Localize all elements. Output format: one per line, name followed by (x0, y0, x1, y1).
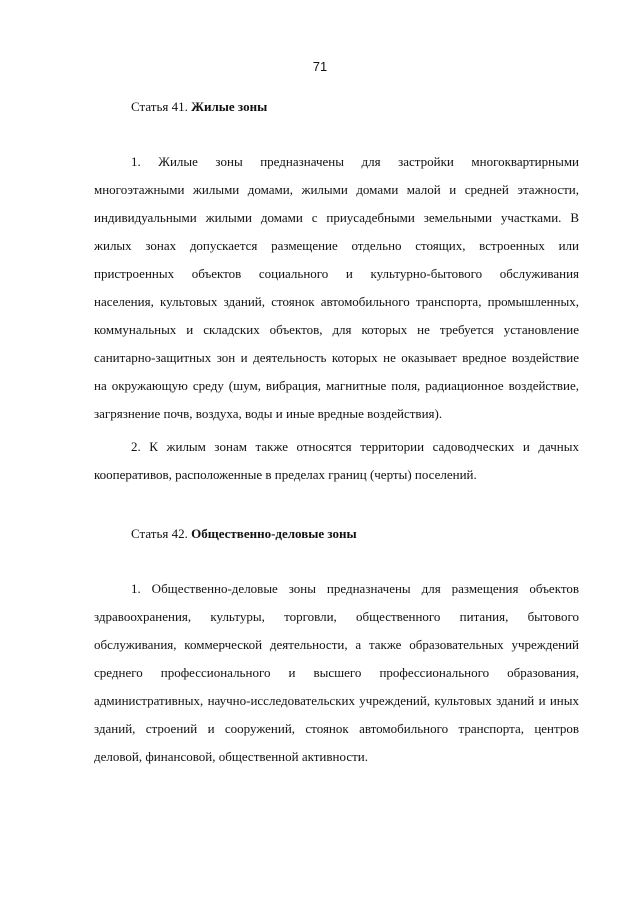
article-41-heading (131, 97, 267, 117)
article-41-p1-line: 1. Жилые зоны предназначены для застройки многоквартирными (131, 154, 579, 169)
article-41-p1-line: загрязнение почв, воздуха, воды и иные вредные воздействия). (94, 406, 443, 421)
page-number: 71 (312, 59, 328, 74)
article-41-p1-line: пристроенных объектов социального и культурно-бытового обслуживания (94, 266, 579, 281)
article-41-p1-line: жилых зонах допускается размещение отдельно стоящих, встроенных или (94, 238, 579, 253)
article-41-p1-line: населения, культовых зданий, стоянок автомобильного транспорта, промышленных, (94, 294, 579, 309)
article-41-p1-line: многоэтажными жилыми домами, жилыми домами малой и средней этажности, (94, 182, 579, 197)
article-41-p2-line: кооперативов, расположенные в пределах границ (черты) поселений. (94, 467, 477, 482)
article-41-p2-line: 2. К жилым зонам также относятся территории садоводческих и дачных (131, 439, 579, 454)
article-41-prefix: Статья 41. (131, 99, 188, 114)
article-42-p1-line: зданий, строений и сооружений, стоянок автомобильного транспорта, центров (94, 721, 579, 736)
article-42-p1-line: деловой, финансовой, общественной активности. (94, 749, 368, 764)
article-42-p1-line: административных, научно-исследовательских учреждений, культовых зданий и иных (94, 693, 579, 708)
article-42-p1-line: 1. Общественно-деловые зоны предназначены для размещения объектов (131, 581, 579, 596)
article-42-prefix: Статья 42. (131, 526, 188, 541)
article-41-p1-line: коммунальных и складских объектов, для которых не требуется установление (94, 322, 579, 337)
article-41-title: Жилые зоны (191, 99, 268, 114)
article-41-p1-line: на окружающую среду (шум, вибрация, магнитные поля, радиационное воздействие, (94, 378, 579, 393)
article-42-heading (131, 524, 357, 544)
article-41-p1-line: санитарно-защитных зон и деятельность которых не оказывает вредное воздействие (94, 350, 579, 365)
article-41-p1-line: индивидуальными жилыми домами с приусадебными земельными участками. В (94, 210, 579, 225)
article-42-p1-line: среднего профессионального и высшего профессионального образования, (94, 665, 579, 680)
article-42-title: Общественно-деловые зоны (191, 526, 357, 541)
article-42-p1-line: обслуживания, коммерческой деятельности, а также образовательных учреждений (94, 637, 579, 652)
article-42-p1-line: здравоохранения, культуры, торговли, общественного питания, бытового (94, 609, 579, 624)
